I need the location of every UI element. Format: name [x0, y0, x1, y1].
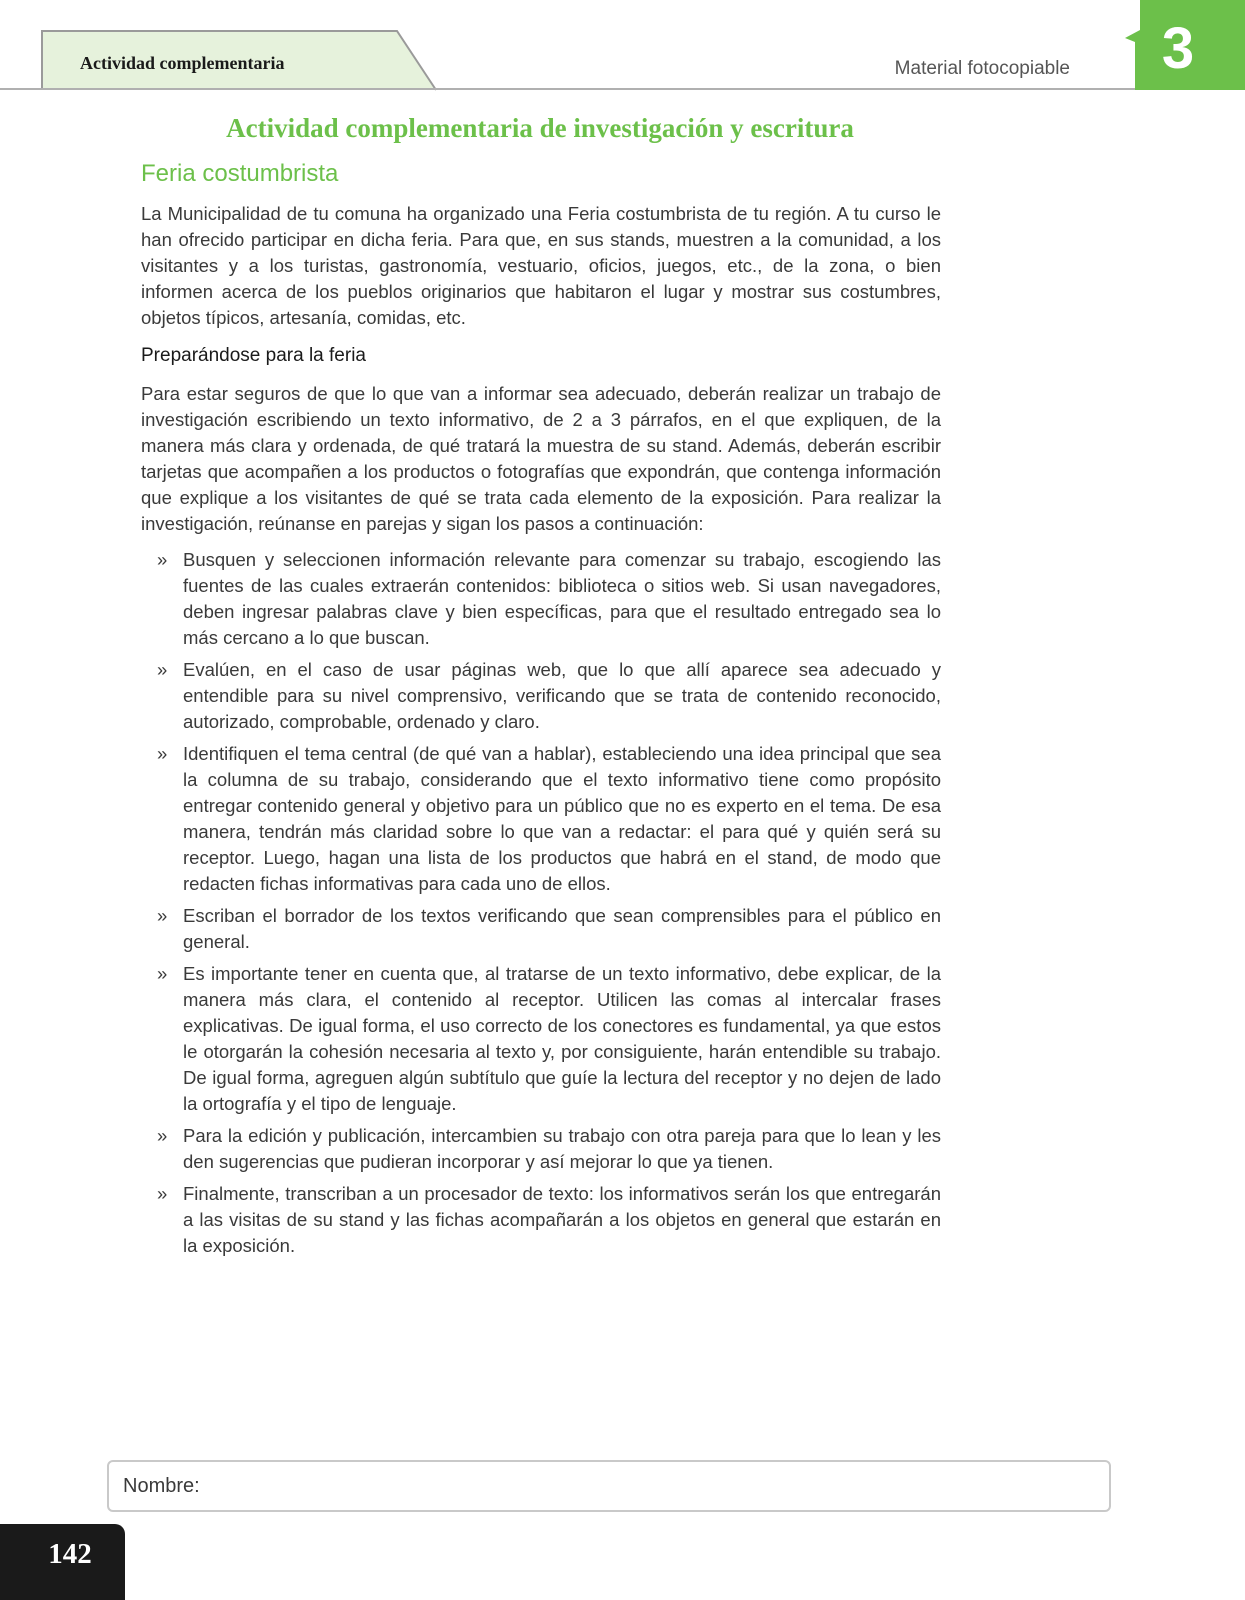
instructions-paragraph: Para estar seguros de que lo que van a informar sea adecuado, deberán realizar un trabajo de investigación escribiendo un texto informativo, de 2 a 3 párrafos, en el que expliquen, de la manera más clara y ordenada, de qué tratará la muestra de su stand. Además, deberán escribir tarjetas que acompañen a los productos o fotografías que expondrán, que contenga información que explique a los visitantes de qué se trata cada elemento de la exposición. Para realizar la investigación, reúnanse en parejas y sigan los pasos a continuación: [141, 383, 941, 534]
page-number-badge [0, 1524, 125, 1600]
header-tab-label: Actividad complementaria [80, 53, 285, 73]
name-field[interactable] [107, 1460, 1111, 1512]
intro-paragraph: La Municipalidad de tu comuna ha organizado una Feria costumbrista de tu región. A tu curso le han ofrecido participar en dicha feria. Para que, en sus stands, muestren a la comunidad, a los visitantes y a los turistas, gastronomía, vestuario, oficios, juegos, etc., de la zona, o bien informen acerca de los pueblos originarios que habitaron el lugar y mostrar sus costumbres, objetos típicos, artesanía, comidas, etc. [141, 203, 941, 328]
bullet-icon: » [157, 1183, 168, 1204]
step-text: Escriban el borrador de los textos verificando que sean comprensibles para el público en general. [183, 905, 941, 952]
step-text: Es importante tener en cuenta que, al tratarse de un texto informativo, debe explicar, de la manera más clara, el contenido al receptor. Utilicen las comas al intercalar frases explicativas. De igual forma, el uso correcto de los conectores es fundamental, ya que estos le otorgarán la cohesión necesaria al texto y, por consiguiente, harán entendible su trabajo. De igual forma, agreguen algún subtítulo que guíe la lectura del receptor y no dejen de lado la ortografía y el tipo de lenguaje. [183, 963, 941, 1114]
subheading: Preparándose para la feria [141, 345, 366, 366]
list-item [141, 961, 941, 1117]
bullet-icon: » [157, 549, 168, 570]
bullet-icon: » [157, 659, 168, 680]
content [141, 201, 941, 1265]
bullet-icon: » [157, 963, 168, 984]
header-divider [0, 88, 1245, 90]
step-text: Evalúen, en el caso de usar páginas web, que lo que allí aparece sea adecuado y entendible para su nivel comprensivo, verificando que se trata de contenido reconocido, autorizado, comprobable, ordenado y claro. [183, 659, 941, 732]
steps-list [141, 547, 941, 1259]
page-number: 142 [48, 1538, 92, 1570]
bullet-icon: » [157, 743, 168, 764]
step-text: Para la edición y publicación, intercambien su trabajo con otra pareja para que lo lean y les den sugerencias que pudieran incorporar y así mejorar lo que ya tienen. [183, 1125, 941, 1172]
unit-number: 3 [1161, 16, 1195, 81]
section-title: Feria costumbrista [141, 160, 339, 187]
list-item [141, 1181, 941, 1259]
material-fotocopiable-label: Material fotocopiable [894, 58, 1070, 79]
list-item [141, 1123, 941, 1175]
list-item [141, 903, 941, 955]
list-item [141, 741, 941, 897]
bullet-icon: » [157, 1125, 168, 1146]
step-text: Finalmente, transcriban a un procesador de texto: los informativos serán los que entregarán a las visitas de su stand y las fichas acompañarán a los objetos en general que estarán en la exposición. [183, 1183, 941, 1256]
page-title: Actividad complementaria de investigación y escritura [226, 113, 854, 143]
bullet-icon: » [157, 905, 168, 926]
name-label: Nombre: [123, 1475, 200, 1497]
list-item [141, 657, 941, 735]
step-text: Identifiquen el tema central (de qué van a hablar), estableciendo una idea principal que sea la columna de su trabajo, considerando que el texto informativo tiene como propósito entregar contenido general y objetivo para un público que no es experto en el tema. De esa manera, tendrán más claridad sobre lo que van a redactar: el para qué y quién será su receptor. Luego, hagan una lista de los productos que habrá en el stand, de modo que redacten fichas informativas para cada uno de ellos. [183, 743, 941, 894]
step-text: Busquen y seleccionen información relevante para comenzar su trabajo, escogiendo las fuentes de las cuales extraerán contenidos: biblioteca o sitios web. Si usan navegadores, deben ingresar palabras clave y bien específicas, para que el resultado entregado sea lo más cercano a lo que buscan. [183, 549, 941, 648]
list-item [141, 547, 941, 651]
